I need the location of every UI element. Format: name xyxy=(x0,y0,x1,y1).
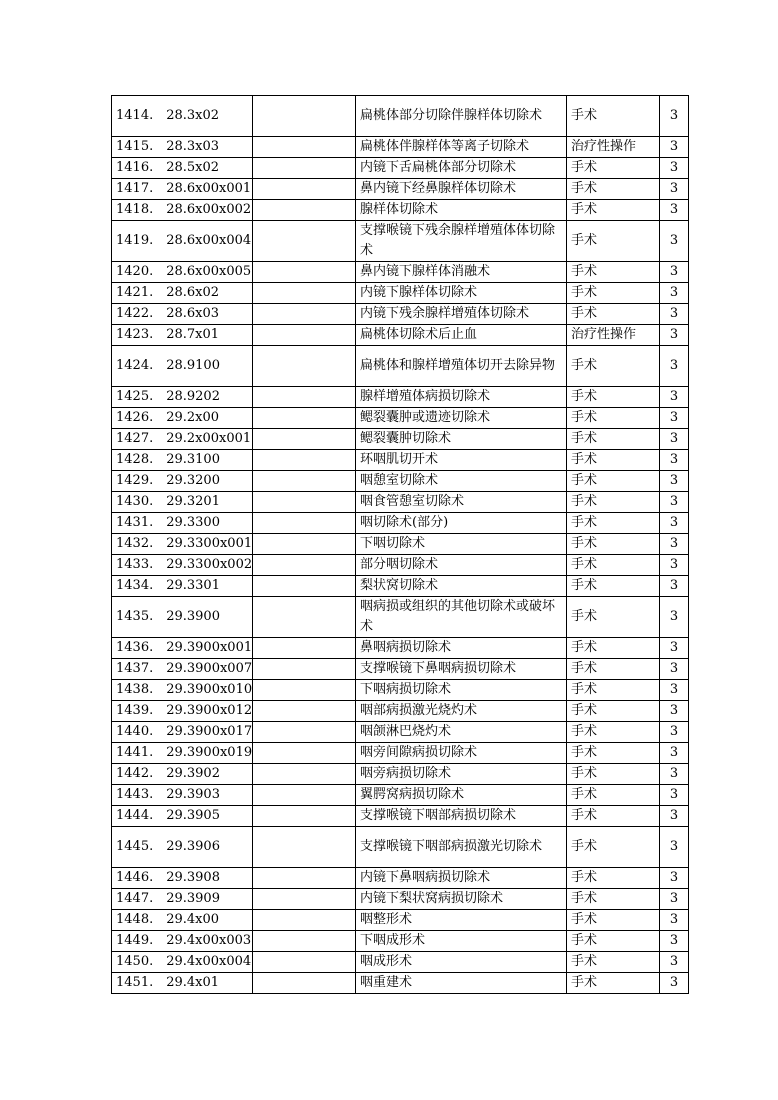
row-grade-cell: 3 xyxy=(660,387,689,408)
row-grade-cell: 3 xyxy=(660,722,689,743)
table-row xyxy=(112,387,689,408)
row-code-cell: 1427. 29.2x00x001 xyxy=(112,429,253,450)
row-name-cell: 下咽切除术 xyxy=(356,534,567,555)
row-type-cell: 手术 xyxy=(567,492,660,513)
row-grade-cell: 3 xyxy=(660,806,689,827)
row-code-cell: 1442. 29.3902 xyxy=(112,764,253,785)
table-row xyxy=(112,931,689,952)
table-row xyxy=(112,638,689,659)
row-type-cell: 手术 xyxy=(567,576,660,597)
row-grade-cell: 3 xyxy=(660,680,689,701)
table-row xyxy=(112,722,689,743)
row-type-cell: 手术 xyxy=(567,96,660,137)
row-name-cell: 鳃裂囊肿或遗迹切除术 xyxy=(356,408,567,429)
row-name-cell: 支撑喉镜下咽部病损激光切除术 xyxy=(356,827,567,868)
table-row xyxy=(112,450,689,471)
table-row xyxy=(112,680,689,701)
row-code-cell: 1444. 29.3905 xyxy=(112,806,253,827)
row-name-cell: 支撑喉镜下咽部病损切除术 xyxy=(356,806,567,827)
row-blank-cell xyxy=(253,408,356,429)
row-grade-cell: 3 xyxy=(660,262,689,283)
row-name-cell: 内镜下鼻咽病损切除术 xyxy=(356,868,567,889)
row-blank-cell xyxy=(253,513,356,534)
table-row xyxy=(112,471,689,492)
row-type-cell: 手术 xyxy=(567,283,660,304)
table-row xyxy=(112,659,689,680)
row-grade-cell: 3 xyxy=(660,597,689,638)
row-code-cell: 1438. 29.3900x010 xyxy=(112,680,253,701)
table-row xyxy=(112,785,689,806)
row-name-cell: 内镜下残余腺样增殖体切除术 xyxy=(356,304,567,325)
row-grade-cell: 3 xyxy=(660,638,689,659)
row-code-cell: 1420. 28.6x00x005 xyxy=(112,262,253,283)
row-blank-cell xyxy=(253,325,356,346)
row-grade-cell: 3 xyxy=(660,952,689,973)
table-row xyxy=(112,221,689,262)
row-grade-cell: 3 xyxy=(660,973,689,994)
row-blank-cell xyxy=(253,576,356,597)
row-grade-cell: 3 xyxy=(660,450,689,471)
table-row xyxy=(112,534,689,555)
row-grade-cell: 3 xyxy=(660,471,689,492)
row-type-cell: 手术 xyxy=(567,387,660,408)
row-type-cell: 手术 xyxy=(567,910,660,931)
row-type-cell: 手术 xyxy=(567,429,660,450)
row-name-cell: 咽病损或组织的其他切除术或破坏术 xyxy=(356,597,567,638)
row-name-cell: 翼腭窝病损切除术 xyxy=(356,785,567,806)
row-name-cell: 内镜下舌扁桃体部分切除术 xyxy=(356,158,567,179)
table-row xyxy=(112,429,689,450)
row-blank-cell xyxy=(253,597,356,638)
row-code-cell: 1431. 29.3300 xyxy=(112,513,253,534)
row-type-cell: 手术 xyxy=(567,785,660,806)
row-name-cell: 鼻咽病损切除术 xyxy=(356,638,567,659)
row-name-cell: 扁桃体和腺样增殖体切开去除异物 xyxy=(356,346,567,387)
table-row xyxy=(112,597,689,638)
row-code-cell: 1418. 28.6x00x002 xyxy=(112,200,253,221)
row-type-cell: 手术 xyxy=(567,450,660,471)
table-row xyxy=(112,96,689,137)
row-type-cell: 手术 xyxy=(567,931,660,952)
row-grade-cell: 3 xyxy=(660,576,689,597)
row-blank-cell xyxy=(253,221,356,262)
row-type-cell: 手术 xyxy=(567,597,660,638)
row-grade-cell: 3 xyxy=(660,408,689,429)
row-type-cell: 手术 xyxy=(567,408,660,429)
row-code-cell: 1447. 29.3909 xyxy=(112,889,253,910)
row-type-cell: 手术 xyxy=(567,952,660,973)
row-grade-cell: 3 xyxy=(660,868,689,889)
table-row xyxy=(112,973,689,994)
row-type-cell: 手术 xyxy=(567,200,660,221)
row-type-cell: 手术 xyxy=(567,764,660,785)
row-grade-cell: 3 xyxy=(660,785,689,806)
table-row xyxy=(112,555,689,576)
table-row xyxy=(112,576,689,597)
row-name-cell: 扁桃体伴腺样体等离子切除术 xyxy=(356,137,567,158)
table-row xyxy=(112,179,689,200)
row-type-cell: 手术 xyxy=(567,743,660,764)
row-type-cell: 手术 xyxy=(567,471,660,492)
row-blank-cell xyxy=(253,701,356,722)
row-blank-cell xyxy=(253,387,356,408)
row-name-cell: 扁桃体切除术后止血 xyxy=(356,325,567,346)
row-type-cell: 手术 xyxy=(567,179,660,200)
row-type-cell: 手术 xyxy=(567,638,660,659)
row-type-cell: 手术 xyxy=(567,722,660,743)
row-type-cell: 手术 xyxy=(567,889,660,910)
row-grade-cell: 3 xyxy=(660,931,689,952)
row-blank-cell xyxy=(253,555,356,576)
row-type-cell: 手术 xyxy=(567,555,660,576)
row-name-cell: 内镜下腺样体切除术 xyxy=(356,283,567,304)
row-grade-cell: 3 xyxy=(660,889,689,910)
table-row xyxy=(112,743,689,764)
row-type-cell: 手术 xyxy=(567,806,660,827)
row-type-cell: 手术 xyxy=(567,868,660,889)
row-blank-cell xyxy=(253,492,356,513)
row-blank-cell xyxy=(253,785,356,806)
table-row xyxy=(112,806,689,827)
row-type-cell: 手术 xyxy=(567,221,660,262)
row-blank-cell xyxy=(253,973,356,994)
row-grade-cell: 3 xyxy=(660,764,689,785)
row-grade-cell: 3 xyxy=(660,158,689,179)
row-name-cell: 咽旁间隙病损切除术 xyxy=(356,743,567,764)
row-blank-cell xyxy=(253,889,356,910)
table-row xyxy=(112,827,689,868)
row-type-cell: 手术 xyxy=(567,534,660,555)
row-name-cell: 腺样体切除术 xyxy=(356,200,567,221)
row-code-cell: 1433. 29.3300x002 xyxy=(112,555,253,576)
row-blank-cell xyxy=(253,827,356,868)
row-code-cell: 1429. 29.3200 xyxy=(112,471,253,492)
table-row xyxy=(112,262,689,283)
row-code-cell: 1448. 29.4x00 xyxy=(112,910,253,931)
row-code-cell: 1419. 28.6x00x004 xyxy=(112,221,253,262)
row-name-cell: 鼻内镜下腺样体消融术 xyxy=(356,262,567,283)
table-row xyxy=(112,764,689,785)
row-type-cell: 手术 xyxy=(567,262,660,283)
row-blank-cell xyxy=(253,179,356,200)
row-type-cell: 手术 xyxy=(567,513,660,534)
row-blank-cell xyxy=(253,806,356,827)
row-code-cell: 1424. 28.9100 xyxy=(112,346,253,387)
row-code-cell: 1428. 29.3100 xyxy=(112,450,253,471)
row-grade-cell: 3 xyxy=(660,304,689,325)
row-code-cell: 1446. 29.3908 xyxy=(112,868,253,889)
row-name-cell: 梨状窝切除术 xyxy=(356,576,567,597)
row-name-cell: 腺样增殖体病损切除术 xyxy=(356,387,567,408)
table-body xyxy=(112,96,689,994)
row-grade-cell: 3 xyxy=(660,513,689,534)
row-grade-cell: 3 xyxy=(660,555,689,576)
table-row xyxy=(112,492,689,513)
row-type-cell: 手术 xyxy=(567,158,660,179)
table-row xyxy=(112,304,689,325)
table-row xyxy=(112,346,689,387)
table-row xyxy=(112,200,689,221)
table-row xyxy=(112,889,689,910)
row-blank-cell xyxy=(253,200,356,221)
row-code-cell: 1423. 28.7x01 xyxy=(112,325,253,346)
row-grade-cell: 3 xyxy=(660,200,689,221)
row-name-cell: 支撑喉镜下残余腺样增殖体体切除术 xyxy=(356,221,567,262)
row-grade-cell: 3 xyxy=(660,701,689,722)
row-code-cell: 1437. 29.3900x007 xyxy=(112,659,253,680)
row-code-cell: 1414. 28.3x02 xyxy=(112,96,253,137)
table-row xyxy=(112,910,689,931)
row-blank-cell xyxy=(253,534,356,555)
row-grade-cell: 3 xyxy=(660,492,689,513)
row-blank-cell xyxy=(253,283,356,304)
row-blank-cell xyxy=(253,450,356,471)
row-blank-cell xyxy=(253,137,356,158)
row-name-cell: 咽整形术 xyxy=(356,910,567,931)
row-code-cell: 1430. 29.3201 xyxy=(112,492,253,513)
row-blank-cell xyxy=(253,952,356,973)
table-row xyxy=(112,158,689,179)
row-blank-cell xyxy=(253,764,356,785)
row-grade-cell: 3 xyxy=(660,910,689,931)
row-code-cell: 1445. 29.3906 xyxy=(112,827,253,868)
row-code-cell: 1432. 29.3300x001 xyxy=(112,534,253,555)
row-type-cell: 治疗性操作 xyxy=(567,137,660,158)
row-code-cell: 1440. 29.3900x017 xyxy=(112,722,253,743)
row-name-cell: 咽憩室切除术 xyxy=(356,471,567,492)
row-code-cell: 1439. 29.3900x012 xyxy=(112,701,253,722)
row-code-cell: 1443. 29.3903 xyxy=(112,785,253,806)
table-row xyxy=(112,325,689,346)
row-code-cell: 1422. 28.6x03 xyxy=(112,304,253,325)
row-code-cell: 1441. 29.3900x019 xyxy=(112,743,253,764)
table-row xyxy=(112,408,689,429)
row-blank-cell xyxy=(253,262,356,283)
row-blank-cell xyxy=(253,304,356,325)
row-name-cell: 内镜下梨状窝病损切除术 xyxy=(356,889,567,910)
row-name-cell: 下咽成形术 xyxy=(356,931,567,952)
table-row xyxy=(112,868,689,889)
row-name-cell: 部分咽切除术 xyxy=(356,555,567,576)
table-row xyxy=(112,513,689,534)
row-blank-cell xyxy=(253,868,356,889)
row-blank-cell xyxy=(253,346,356,387)
row-code-cell: 1435. 29.3900 xyxy=(112,597,253,638)
row-type-cell: 手术 xyxy=(567,680,660,701)
table-row xyxy=(112,137,689,158)
row-blank-cell xyxy=(253,722,356,743)
row-code-cell: 1434. 29.3301 xyxy=(112,576,253,597)
row-blank-cell xyxy=(253,638,356,659)
row-name-cell: 下咽病损切除术 xyxy=(356,680,567,701)
row-name-cell: 支撑喉镜下鼻咽病损切除术 xyxy=(356,659,567,680)
row-grade-cell: 3 xyxy=(660,659,689,680)
row-type-cell: 手术 xyxy=(567,701,660,722)
row-name-cell: 咽成形术 xyxy=(356,952,567,973)
row-grade-cell: 3 xyxy=(660,137,689,158)
row-grade-cell: 3 xyxy=(660,429,689,450)
row-name-cell: 咽旁病损切除术 xyxy=(356,764,567,785)
row-name-cell: 咽部病损激光烧灼术 xyxy=(356,701,567,722)
table-row xyxy=(112,952,689,973)
row-name-cell: 扁桃体部分切除伴腺样体切除术 xyxy=(356,96,567,137)
row-code-cell: 1421. 28.6x02 xyxy=(112,283,253,304)
row-name-cell: 鼻内镜下经鼻腺样体切除术 xyxy=(356,179,567,200)
row-grade-cell: 3 xyxy=(660,534,689,555)
table-row xyxy=(112,701,689,722)
row-grade-cell: 3 xyxy=(660,96,689,137)
row-code-cell: 1425. 28.9202 xyxy=(112,387,253,408)
procedure-table xyxy=(111,95,689,994)
row-grade-cell: 3 xyxy=(660,283,689,304)
row-grade-cell: 3 xyxy=(660,346,689,387)
row-type-cell: 治疗性操作 xyxy=(567,325,660,346)
row-code-cell: 1416. 28.5x02 xyxy=(112,158,253,179)
row-code-cell: 1450. 29.4x00x004 xyxy=(112,952,253,973)
row-blank-cell xyxy=(253,96,356,137)
row-code-cell: 1426. 29.2x00 xyxy=(112,408,253,429)
row-name-cell: 咽颌淋巴烧灼术 xyxy=(356,722,567,743)
row-code-cell: 1417. 28.6x00x001 xyxy=(112,179,253,200)
row-code-cell: 1436. 29.3900x001 xyxy=(112,638,253,659)
row-type-cell: 手术 xyxy=(567,973,660,994)
row-blank-cell xyxy=(253,659,356,680)
row-blank-cell xyxy=(253,910,356,931)
row-name-cell: 鳃裂囊肿切除术 xyxy=(356,429,567,450)
row-type-cell: 手术 xyxy=(567,346,660,387)
row-blank-cell xyxy=(253,743,356,764)
row-type-cell: 手术 xyxy=(567,659,660,680)
row-type-cell: 手术 xyxy=(567,304,660,325)
row-blank-cell xyxy=(253,158,356,179)
row-grade-cell: 3 xyxy=(660,743,689,764)
row-type-cell: 手术 xyxy=(567,827,660,868)
row-code-cell: 1451. 29.4x01 xyxy=(112,973,253,994)
row-code-cell: 1415. 28.3x03 xyxy=(112,137,253,158)
row-name-cell: 咽食管憩室切除术 xyxy=(356,492,567,513)
row-grade-cell: 3 xyxy=(660,325,689,346)
row-grade-cell: 3 xyxy=(660,827,689,868)
row-grade-cell: 3 xyxy=(660,221,689,262)
row-grade-cell: 3 xyxy=(660,179,689,200)
row-blank-cell xyxy=(253,680,356,701)
row-name-cell: 环咽肌切开术 xyxy=(356,450,567,471)
row-code-cell: 1449. 29.4x00x003 xyxy=(112,931,253,952)
row-blank-cell xyxy=(253,931,356,952)
row-blank-cell xyxy=(253,471,356,492)
row-name-cell: 咽切除术(部分) xyxy=(356,513,567,534)
row-blank-cell xyxy=(253,429,356,450)
row-name-cell: 咽重建术 xyxy=(356,973,567,994)
table-row xyxy=(112,283,689,304)
